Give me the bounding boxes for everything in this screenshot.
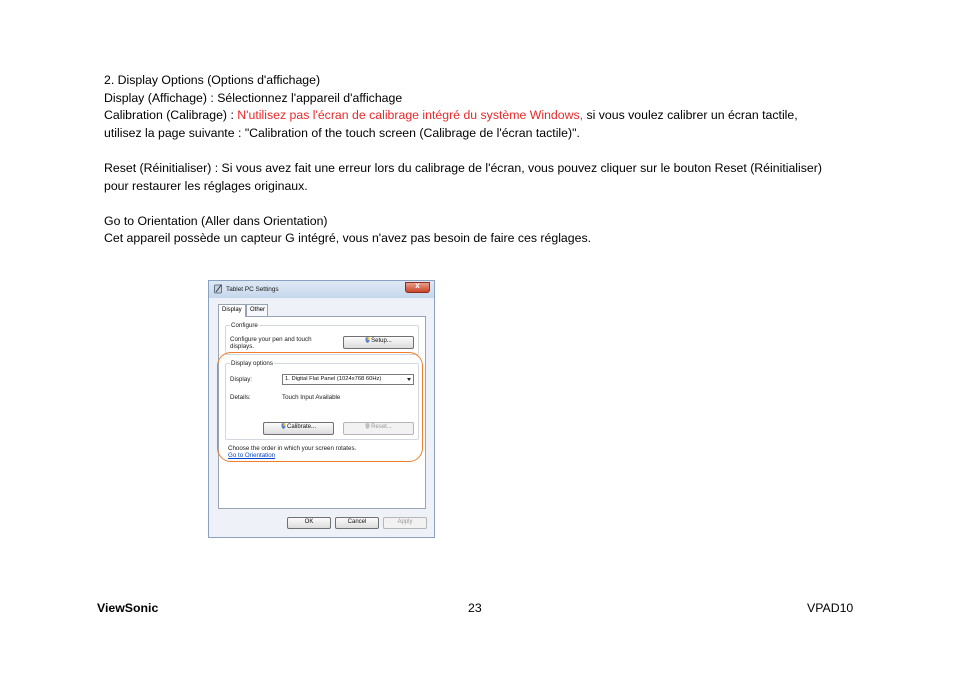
shield-icon: [365, 337, 370, 343]
dialog-titlebar: [209, 281, 434, 298]
tab-display[interactable]: Display: [218, 304, 246, 317]
calibrate-button-label: Calibrate...: [286, 424, 316, 430]
configure-group-label: Configure: [231, 322, 258, 329]
display-description: Display (Affichage) : Sélectionnez l'appareil d'affichage: [104, 90, 403, 105]
ok-button[interactable]: OK: [287, 517, 331, 529]
details-label: Details:: [230, 394, 251, 401]
configure-text-line2: displays.: [230, 343, 255, 350]
dialog-title: Tablet PC Settings: [226, 286, 279, 293]
display-label: Display:: [230, 376, 253, 383]
footer-page-number: 23: [468, 601, 482, 615]
details-value: Touch Input Available: [282, 394, 341, 401]
configure-text: Configure your pen and touch: [230, 336, 312, 343]
setup-button-label: Setup...: [371, 338, 392, 344]
tablet-pc-icon: [214, 284, 223, 294]
footer-brand: ViewSonic: [97, 601, 159, 615]
setup-button[interactable]: [343, 336, 414, 349]
calibration-suffix: si vous voulez calibrer un écran tactile,: [583, 108, 798, 123]
display-options-group-label: Display options: [231, 360, 273, 367]
cancel-button[interactable]: Cancel: [335, 517, 379, 529]
go-to-orientation-link[interactable]: Go to Orientation: [228, 452, 276, 459]
calibration-warning: N'utilisez pas l'écran de calibrage intégré du système Windows,: [237, 108, 584, 123]
document-body: [104, 72, 874, 248]
tab-other[interactable]: Other: [246, 304, 268, 316]
calibration-description-line2: utilisez la page suivante : "Calibration of the touch screen (Calibrage de l'écran tactile)".: [104, 125, 580, 140]
footer-model: VPAD10: [807, 601, 854, 615]
close-button[interactable]: [405, 282, 430, 293]
highlight-ring: [217, 352, 423, 462]
calibration-description: [104, 107, 874, 125]
orientation-text: Choose the order in which your screen rotates.: [228, 445, 357, 452]
calibration-prefix: Calibration (Calibrage) :: [104, 108, 238, 123]
reset-description-line2: pour restaurer les réglages originaux.: [104, 178, 308, 193]
orientation-description: Cet appareil possède un capteur G intégré, vous n'avez pas besoin de faire ces réglages.: [104, 231, 592, 246]
reset-button-label: Reset...: [371, 424, 392, 430]
display-select-value: 1. Digital Flat Panel (1024x768 60Hz): [285, 376, 382, 382]
reset-description: Reset (Réinitialiser) : Si vous avez fait une erreur lors du calibrage de l'écran, vous pouvez cliquer sur le bouton Reset (Réinitialiser): [104, 160, 822, 175]
orientation-heading: Go to Orientation (Aller dans Orientation): [104, 213, 328, 228]
section-heading: 2. Display Options (Options d'affichage): [104, 73, 321, 87]
configure-group: [225, 322, 419, 355]
apply-button[interactable]: Apply: [383, 517, 427, 529]
